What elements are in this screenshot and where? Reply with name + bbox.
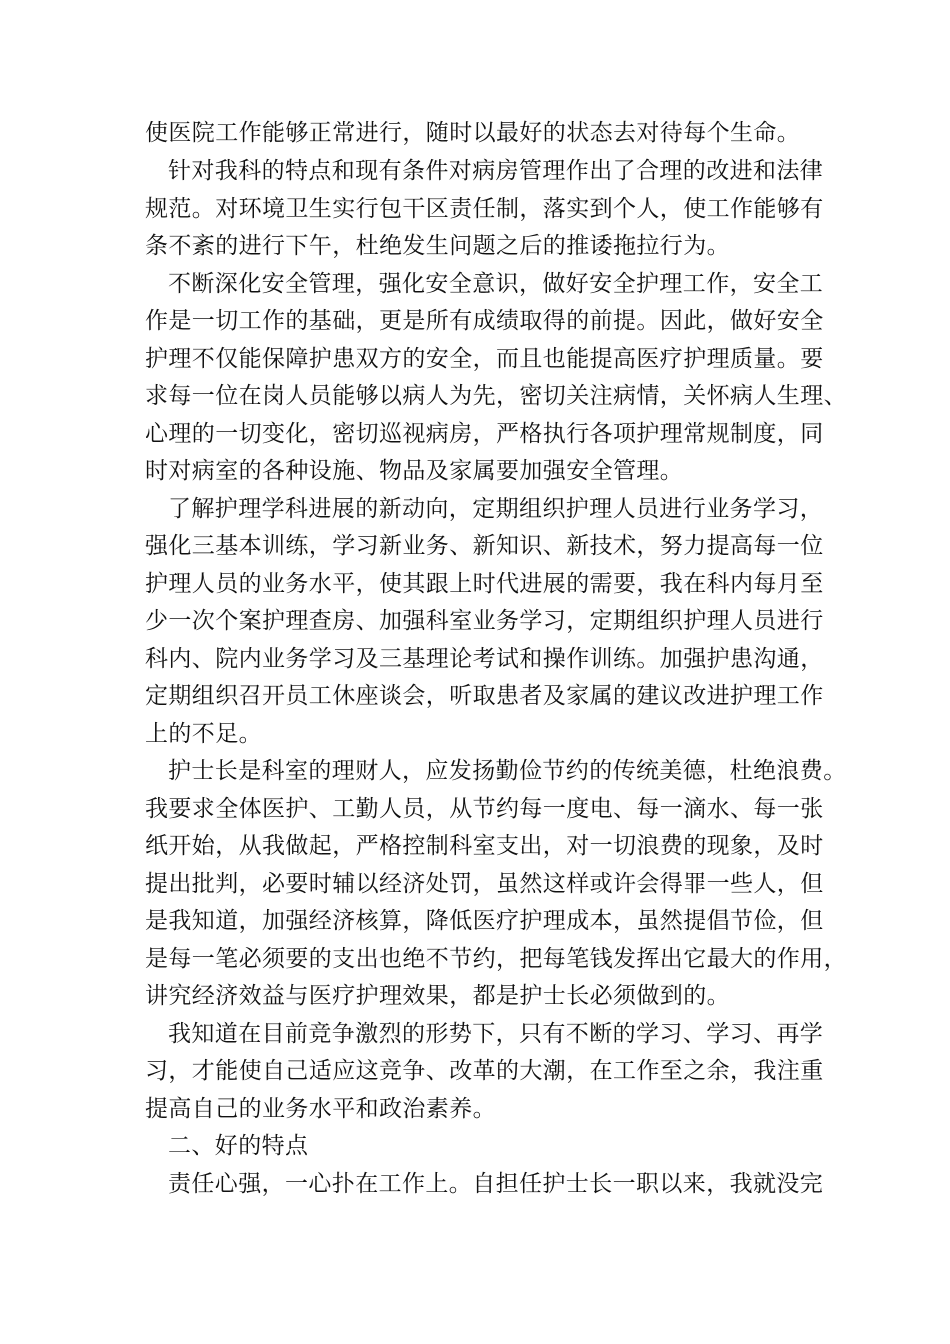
text-line: 护理人员的业务水平，使其跟上时代进展的需要，我在科内每月至 bbox=[145, 571, 824, 597]
section-heading: 二、好的特点 bbox=[168, 1133, 309, 1159]
text-line: 时对病室的各种设施、物品及家属要加强安全管理。 bbox=[145, 458, 684, 484]
text-line: 条不紊的进行下午，杜绝发生问题之后的推诿拖拉行为。 bbox=[145, 233, 730, 259]
text-line: 习，才能使自己适应这竞争、改革的大潮，在工作至之余，我注重 bbox=[145, 1058, 824, 1084]
text-line: 是我知道，加强经济核算，降低医疗护理成本，虽然提倡节俭，但 bbox=[145, 908, 824, 934]
text-line: 是每一笔必须要的支出也绝不节约，把每笔钱发挥出它最大的作用， bbox=[145, 946, 847, 972]
text-line: 上的不足。 bbox=[145, 721, 262, 747]
paragraph-first-line: 护士长是科室的理财人，应发扬勤俭节约的传统美德，杜绝浪费。 bbox=[168, 758, 847, 784]
text-line: 护理不仅能保障护患双方的安全，而且也能提高医疗护理质量。要 bbox=[145, 346, 824, 372]
paragraph-first-line: 我知道在目前竞争激烈的形势下，只有不断的学习、学习、再学 bbox=[168, 1021, 824, 1047]
text-line: 强化三基本训练，学习新业务、新知识、新技术，努力提高每一位 bbox=[145, 533, 824, 559]
text-line: 定期组织召开员工休座谈会，听取患者及家属的建议改进护理工作 bbox=[145, 683, 824, 709]
paragraph-first-line: 责任心强，一心扑在工作上。自担任护士长一职以来，我就没完 bbox=[168, 1171, 824, 1197]
text-line: 少一次个案护理查房、加强科室业务学习，定期组织护理人员进行 bbox=[145, 608, 824, 634]
text-line: 讲究经济效益与医疗护理效果，都是护士长必须做到的。 bbox=[145, 983, 730, 1009]
paragraph-first-line: 不断深化安全管理，强化安全意识，做好安全护理工作，安全工 bbox=[168, 271, 824, 297]
paragraph-first-line: 了解护理学科进展的新动向，定期组织护理人员进行业务学习， bbox=[168, 496, 824, 522]
text-line: 作是一切工作的基础，更是所有成绩取得的前提。因此，做好安全 bbox=[145, 308, 824, 334]
paragraph-first-line: 针对我科的特点和现有条件对病房管理作出了合理的改进和法律 bbox=[168, 158, 824, 184]
text-line: 我要求全体医护、工勤人员，从节约每一度电、每一滴水、每一张 bbox=[145, 796, 824, 822]
text-line: 心理的一切变化，密切巡视病房，严格执行各项护理常规制度，同 bbox=[145, 421, 824, 447]
text-line: 规范。对环境卫生实行包干区责任制，落实到个人，使工作能够有 bbox=[145, 196, 824, 222]
text-line: 纸开始，从我做起，严格控制科室支出，对一切浪费的现象，及时 bbox=[145, 833, 824, 859]
text-line: 科内、院内业务学习及三基理论考试和操作训练。加强护患沟通， bbox=[145, 646, 824, 672]
text-line: 提出批判，必要时辅以经济处罚，虽然这样或许会得罪一些人，但 bbox=[145, 871, 824, 897]
text-line: 提高自己的业务水平和政治素养。 bbox=[145, 1096, 496, 1122]
text-line: 求每一位在岗人员能够以病人为先，密切关注病情，关怀病人生理、 bbox=[145, 383, 847, 409]
text-line: 使医院工作能够正常进行，随时以最好的状态去对待每个生命。 bbox=[145, 120, 801, 146]
